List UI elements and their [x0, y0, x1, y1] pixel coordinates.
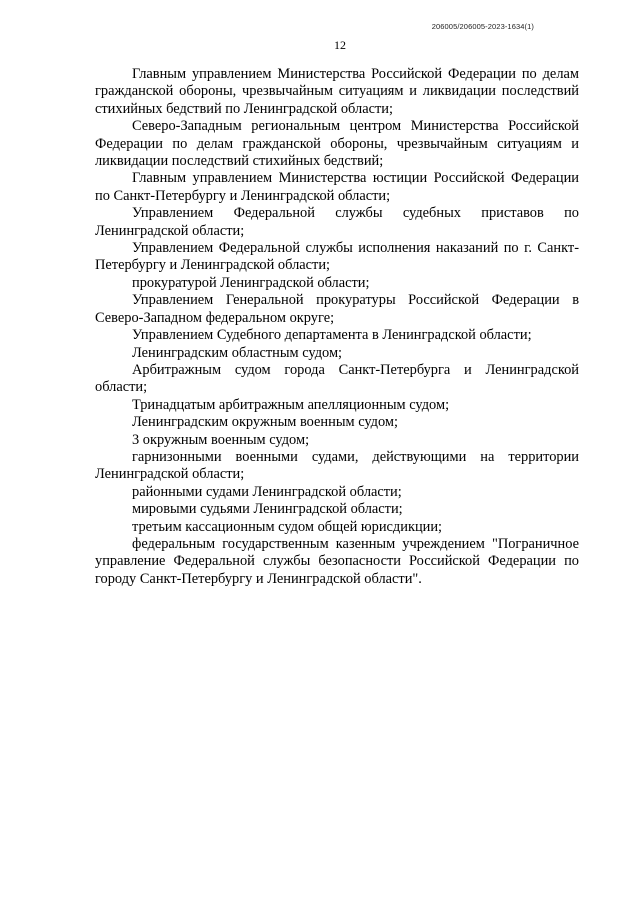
paragraph: Управлением Федеральной службы судебных приставов по Ленинградской области; [95, 205, 579, 239]
paragraph: Управлением Федеральной службы исполнения наказаний по г. Санкт-Петербургу и Ленинградской области; [95, 240, 579, 274]
page-number: 12 [334, 38, 346, 52]
paragraph: Управлением Судебного департамента в Ленинградской области; [132, 327, 532, 344]
paragraph: прокуратурой Ленинградской области; [132, 274, 370, 291]
document-body [95, 66, 579, 588]
paragraph: Арбитражным судом города Санкт-Петербурга и Ленинградской области; [95, 361, 579, 396]
paragraph: мировыми судьями Ленинградской области; [132, 501, 403, 518]
paragraph: Управлением Генеральной прокуратуры Российской Федерации в Северо-Западном федеральном округе; [95, 292, 579, 326]
paragraph: Главным управлением Министерства юстиции Российской Федерации по Санкт-Петербургу и Ленинградской области; [95, 170, 579, 204]
document-id: 206005/206005-2023-1634(1) [431, 22, 534, 31]
paragraph: Тринадцатым арбитражным апелляционным судом; [132, 396, 450, 413]
paragraph: федеральным государственным казенным учреждением "Пограничное управление Федеральной службы безопасности Российской Федерации по городу Санкт-Петербургу и Ленинградской области". [95, 535, 579, 587]
paragraph: гарнизонными военными судами, действующими на территории Ленинградской области; [95, 448, 579, 483]
paragraph: районными судами Ленинградской области; [132, 483, 402, 500]
paragraph: 3 окружным военным судом; [132, 431, 310, 448]
paragraph: Главным управлением Министерства Российской Федерации по делам гражданской обороны, чрезвычайным ситуациям и ликвидации последствий стихийных бедствий по Ленинградской области; [95, 66, 579, 117]
paragraph: Ленинградским окружным военным судом; [132, 414, 399, 431]
paragraph: Северо-Западным региональным центром Министерства Российской Федерации по делам гражданской обороны, чрезвычайным ситуациям и ликвидации последствий стихийных бедствий; [95, 118, 579, 170]
paragraph: третьим кассационным судом общей юрисдикции; [132, 518, 443, 535]
paragraph: Ленинградским областным судом; [132, 344, 343, 361]
